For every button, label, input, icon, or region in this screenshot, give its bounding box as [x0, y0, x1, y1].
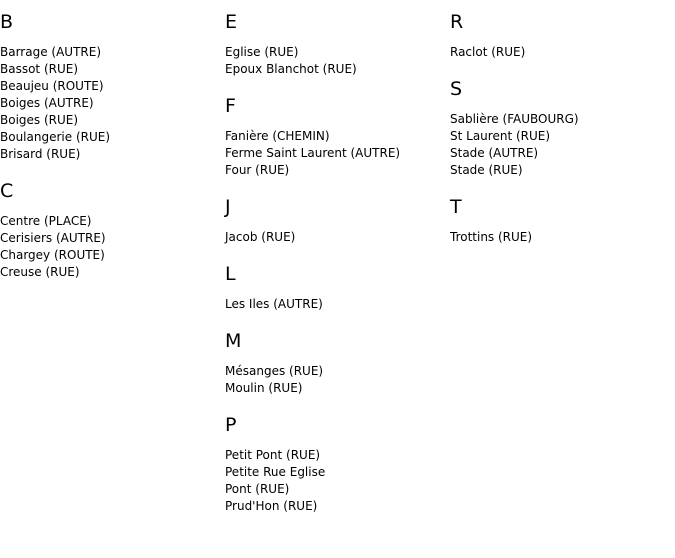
section-letter-heading: E	[225, 11, 238, 33]
section-letter-heading: L	[225, 263, 236, 285]
street-list	[225, 229, 445, 246]
street-item[interactable]: Centre (PLACE)	[0, 214, 92, 228]
street-item[interactable]: Pont (RUE)	[225, 482, 290, 496]
street-item[interactable]: Boiges (AUTRE)	[0, 96, 94, 110]
street-item[interactable]: Raclot (RUE)	[450, 45, 526, 59]
street-item[interactable]: Cerisiers (AUTRE)	[0, 231, 106, 245]
section-letter-heading: R	[450, 11, 464, 33]
street-item[interactable]: Stade (RUE)	[450, 163, 523, 177]
street-list	[225, 447, 445, 515]
street-item[interactable]: Chargey (ROUTE)	[0, 248, 105, 262]
street-item[interactable]: Fanière (CHEMIN)	[225, 129, 330, 143]
street-item[interactable]: Epoux Blanchot (RUE)	[225, 62, 357, 76]
street-list	[225, 296, 445, 313]
street-list	[450, 44, 670, 61]
section-letter-heading: S	[450, 78, 463, 100]
section-letter-heading: J	[225, 196, 231, 218]
street-item[interactable]: Four (RUE)	[225, 163, 290, 177]
letter-section-f	[225, 94, 445, 179]
section-letter-heading: P	[225, 414, 237, 436]
street-item[interactable]: Sablière (FAUBOURG)	[450, 112, 579, 126]
street-item[interactable]: Ferme Saint Laurent (AUTRE)	[225, 146, 401, 160]
street-list	[225, 44, 445, 78]
street-item[interactable]: Moulin (RUE)	[225, 381, 303, 395]
street-item[interactable]: Mésanges (RUE)	[225, 364, 324, 378]
street-item[interactable]: Boiges (RUE)	[0, 113, 79, 127]
section-letter-heading: C	[0, 180, 14, 202]
letter-section-p	[225, 413, 445, 515]
street-item[interactable]: Stade (AUTRE)	[450, 146, 539, 160]
street-item[interactable]: Boulangerie (RUE)	[0, 130, 111, 144]
street-item[interactable]: Jacob (RUE)	[225, 230, 296, 244]
street-item[interactable]: St Laurent (RUE)	[450, 129, 551, 143]
section-letter-heading: T	[450, 196, 462, 218]
letter-section-m	[225, 329, 445, 397]
street-item[interactable]: Creuse (RUE)	[0, 265, 80, 279]
street-list	[225, 128, 445, 179]
letter-section-r	[450, 10, 670, 61]
section-letter-heading: M	[225, 330, 242, 352]
street-list	[450, 111, 670, 179]
letter-section-t	[450, 195, 670, 246]
letter-section-l	[225, 262, 445, 313]
section-letter-heading: B	[0, 11, 14, 33]
street-index-column-3	[450, 10, 670, 262]
street-list	[225, 363, 445, 397]
section-letter-heading: F	[225, 95, 236, 117]
street-item[interactable]: Prud'Hon (RUE)	[225, 499, 318, 513]
letter-section-j	[225, 195, 445, 246]
street-index-column-2	[225, 10, 445, 531]
street-item[interactable]: Petit Pont (RUE)	[225, 448, 321, 462]
street-index-column-1	[0, 10, 220, 297]
street-item[interactable]: Trottins (RUE)	[450, 230, 533, 244]
street-list	[0, 213, 220, 281]
street-item[interactable]: Bassot (RUE)	[0, 62, 79, 76]
letter-section-s	[450, 77, 670, 179]
letter-section-c	[0, 179, 220, 281]
street-item[interactable]: Brisard (RUE)	[0, 147, 81, 161]
street-item[interactable]: Eglise (RUE)	[225, 45, 299, 59]
street-item[interactable]: Petite Rue Eglise	[225, 465, 326, 479]
street-list	[450, 229, 670, 246]
street-item[interactable]: Barrage (AUTRE)	[0, 45, 102, 59]
street-list	[0, 44, 220, 163]
street-item[interactable]: Beaujeu (ROUTE)	[0, 79, 104, 93]
letter-section-e	[225, 10, 445, 78]
street-item[interactable]: Les Iles (AUTRE)	[225, 297, 323, 311]
letter-section-b	[0, 10, 220, 163]
